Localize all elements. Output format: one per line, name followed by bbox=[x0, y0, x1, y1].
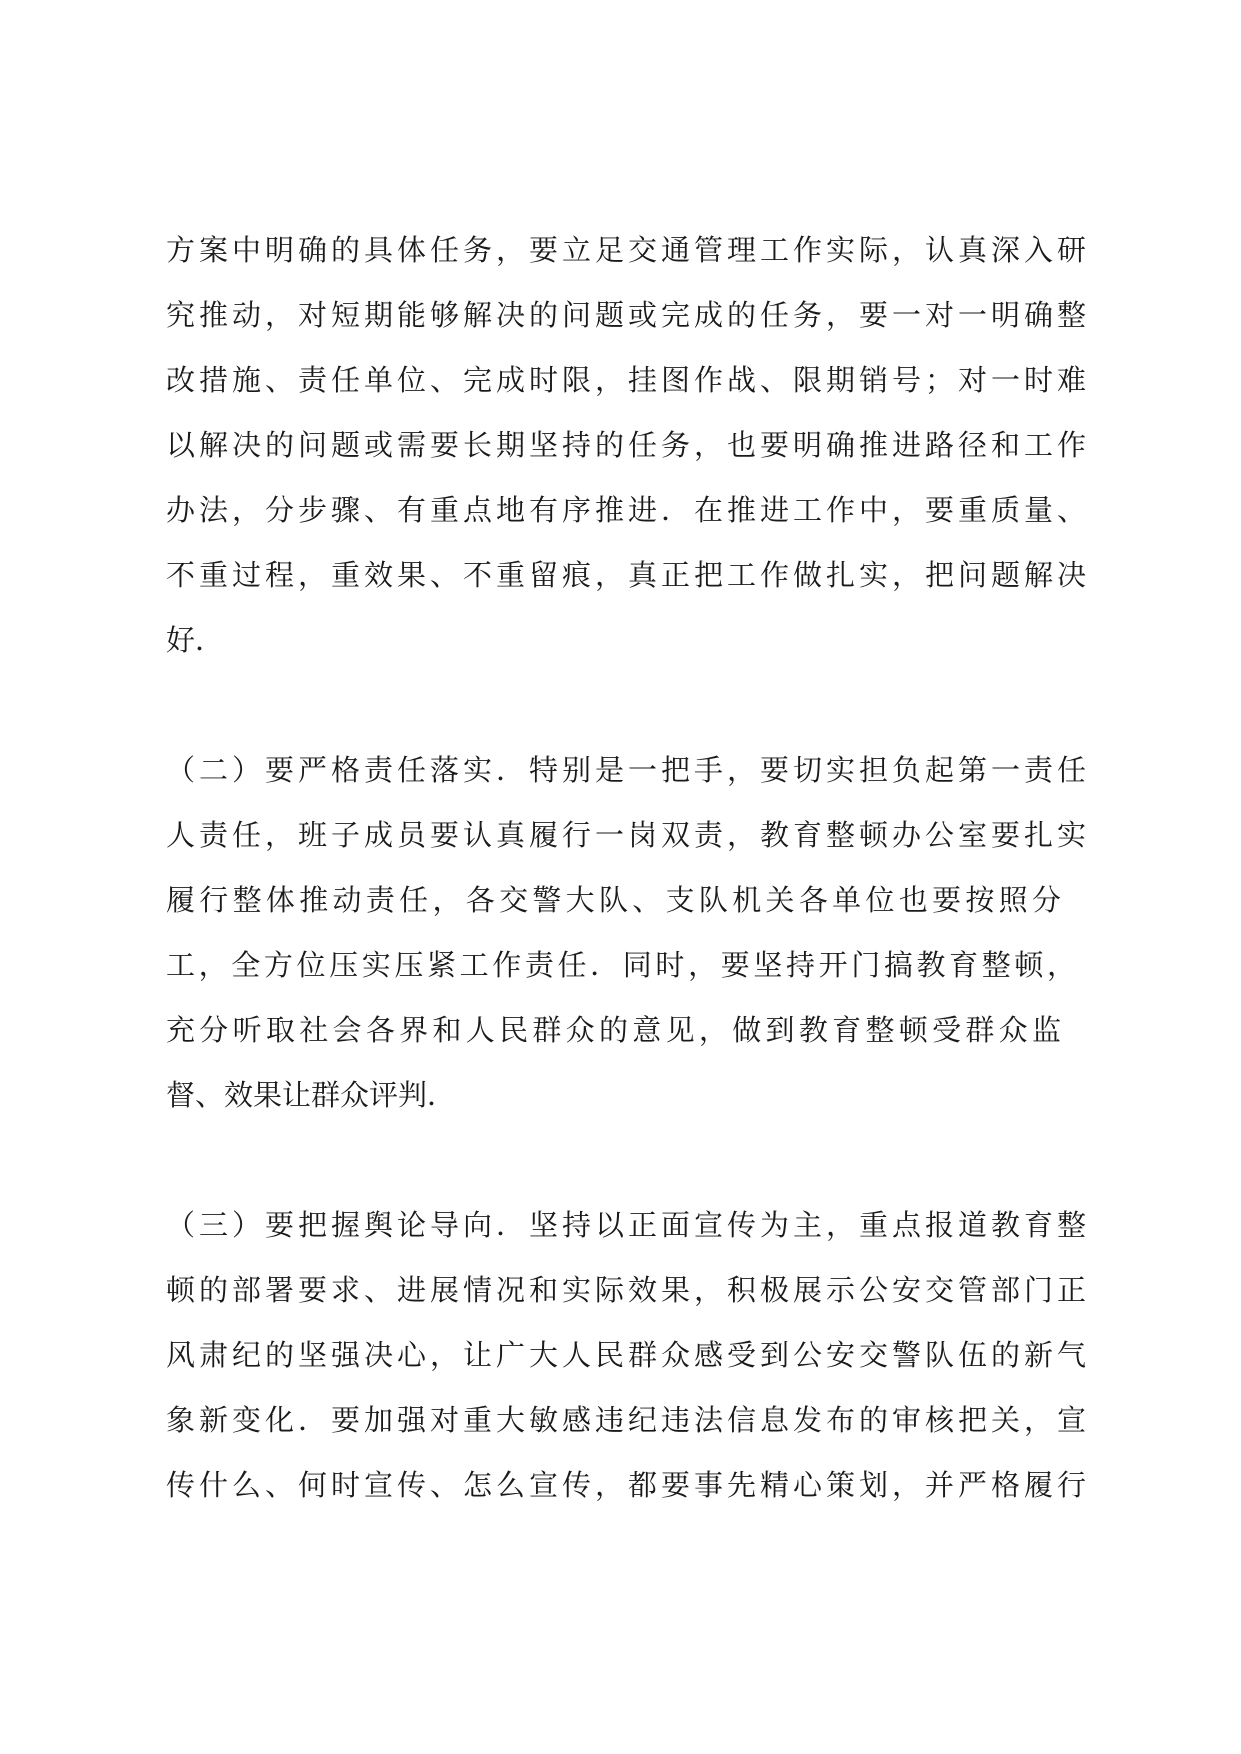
text-line: 风肃纪的坚强决心，让广大人民群众感受到公安交警队伍的新气 bbox=[166, 1338, 1086, 1372]
text-line: 象新变化．要加强对重大敏感违纪违法信息发布的审核把关，宣 bbox=[166, 1403, 1086, 1437]
text-line: 顿的部署要求、进展情况和实际效果，积极展示公安交管部门正 bbox=[166, 1273, 1086, 1307]
text-line: 办法，分步骤、有重点地有序推进．在推进工作中，要重质量、 bbox=[166, 493, 1086, 527]
text-line: 不重过程，重效果、不重留痕，真正把工作做扎实，把问题解决 bbox=[166, 558, 1086, 592]
text-line: 改措施、责任单位、完成时限，挂图作战、限期销号；对一时难 bbox=[166, 363, 1086, 397]
text-line: 方案中明确的具体任务，要立足交通管理工作实际，认真深入研 bbox=[166, 233, 1086, 267]
text-line: 人责任，班子成员要认真履行一岗双责，教育整顿办公室要扎实 bbox=[166, 818, 1086, 852]
text-line: 督、效果让群众评判． bbox=[166, 1078, 457, 1112]
text-line: （二）要严格责任落实．特别是一把手，要切实担负起第一责任 bbox=[166, 753, 1086, 787]
text-line: 以解决的问题或需要长期坚持的任务，也要明确推进路径和工作 bbox=[166, 428, 1086, 462]
text-line: 究推动，对短期能够解决的问题或完成的任务，要一对一明确整 bbox=[166, 298, 1086, 332]
text-line: 履行整体推动责任，各交警大队、支队机关各单位也要按照分 bbox=[166, 883, 1061, 917]
text-line: 传什么、何时宣传、怎么宣传，都要事先精心策划，并严格履行 bbox=[166, 1468, 1086, 1502]
text-line: （三）要把握舆论导向．坚持以正面宣传为主，重点报道教育整 bbox=[166, 1208, 1086, 1242]
text-line: 好． bbox=[166, 623, 225, 657]
text-line: 充分听取社会各界和人民群众的意见，做到教育整顿受群众监 bbox=[166, 1013, 1061, 1047]
text-line: 工，全方位压实压紧工作责任．同时，要坚持开门搞教育整顿， bbox=[166, 948, 1076, 982]
